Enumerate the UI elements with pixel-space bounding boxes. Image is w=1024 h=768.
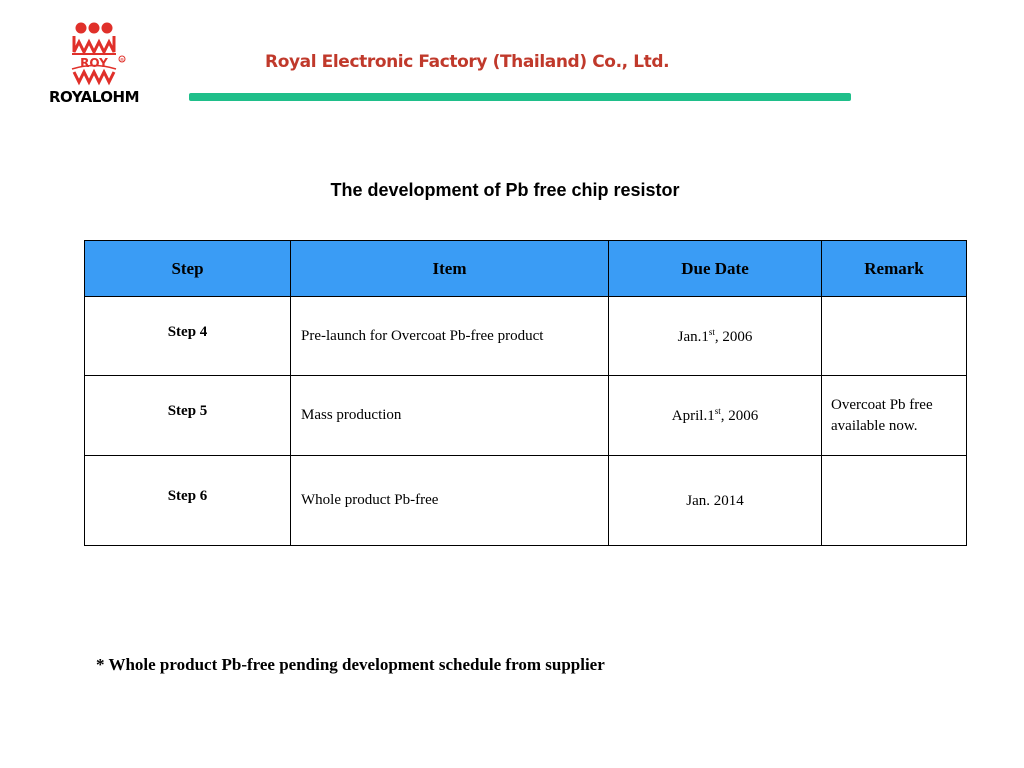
company-name: Royal Electronic Factory (Thailand) Co., Ltd. [265, 52, 670, 72]
step-label: Step 4 [167, 323, 208, 340]
header-accent-bar [189, 93, 851, 101]
schedule-table [84, 240, 967, 546]
remark-cell [822, 456, 967, 546]
due-date-year: , 2006 [720, 408, 759, 424]
step-label: Step 5 [167, 403, 208, 419]
due-date-main: Jan.1 [677, 328, 709, 345]
page-title: The development of Pb free chip resistor [330, 180, 680, 200]
table-row [85, 376, 967, 456]
registered-mark: ® [119, 58, 125, 64]
header-step: Step [85, 241, 291, 297]
due-date-cell [609, 376, 822, 456]
due-date-cell [609, 297, 822, 376]
item-cell: Pre-launch for Overcoat Pb-free product [291, 297, 609, 376]
remark-cell [822, 297, 967, 376]
due-date-cell [609, 456, 822, 546]
step-cell [85, 297, 291, 376]
table-row [85, 297, 967, 376]
due-date-suffix: st [708, 326, 715, 337]
header-due-date: Due Date [609, 241, 822, 297]
table-header-row [85, 241, 967, 297]
due-date-suffix: st [714, 406, 721, 416]
step-cell [85, 376, 291, 456]
header-remark: Remark [822, 241, 967, 297]
step-cell [85, 456, 291, 546]
step-label: Step 6 [167, 488, 208, 504]
logo-emblem-text: ROY [80, 56, 108, 70]
royalohm-logo [44, 20, 148, 108]
due-date-main: Jan. 2014 [686, 493, 744, 509]
header-item: Item [291, 241, 609, 297]
footnote: * Whole product Pb-free pending development schedule from supplier [96, 655, 605, 674]
logo-wordmark: ROYALOHM [48, 88, 140, 106]
remark-cell: Overcoat Pb free available now. [822, 376, 967, 456]
logo-emblem [44, 20, 148, 108]
item-cell: Whole product Pb-free [291, 456, 609, 546]
due-date-main: April.1 [671, 408, 715, 424]
table-row [85, 456, 967, 546]
item-cell: Mass production [291, 376, 609, 456]
due-date-year: , 2006 [714, 328, 753, 345]
